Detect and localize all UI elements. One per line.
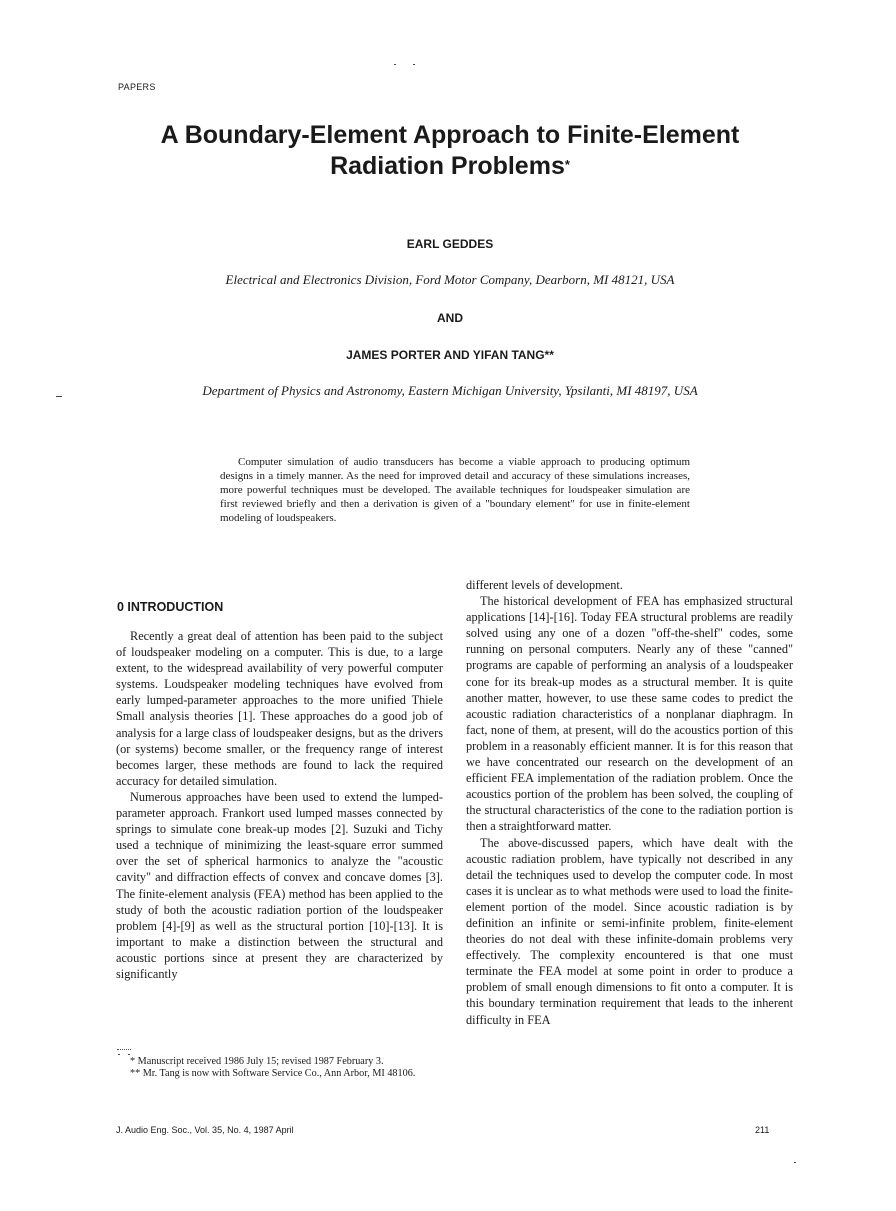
title-footnote-mark: *: [564, 157, 570, 172]
paper-title: [120, 120, 780, 182]
footnotes: [116, 1056, 442, 1080]
first-affiliation: Electrical and Electronics Division, Ford Motor Company, Dearborn, MI 48121, USA: [225, 272, 675, 287]
second-affiliation: Department of Physics and Astronomy, Eastern Michigan University, Ypsilanti, MI 48197, USA: [202, 383, 698, 398]
scan-speck: [128, 1054, 130, 1055]
paragraph: Recently a great deal of attention has been paid to the subject of loudspeaker modeling on a computer. This is due, to a large extent, to the widespread availability of very powerful computer systems. Loudspeaker modeling techniques have evolved from early lumped-parameter approaches to the more unified Thiele Small analysis theories [1]. These approaches do a good job of analysis for a large class of loudspeaker designs, but as the drivers (or systems) become smaller, or the frequency range of interest becomes larger, these methods are found to lack the required accuracy for detailed simulation.: [116, 629, 443, 788]
abstract: Computer simulation of audio transducers has become a viable approach to producing optimum designs in a timely manner. As the need for improved detail and accuracy of these simulations increases, more powerful techniques must be developed. The available techniques for loudspeaker simulation are first reviewed briefly and then a derivation is given of a "boundary element" for use in finite-element modeling of loudspeakers.: [220, 456, 690, 524]
section-label: PAPERS: [118, 82, 156, 92]
footnote-rule: [117, 1049, 131, 1050]
author-conjunction: AND: [437, 311, 463, 325]
paragraph: The historical development of FEA has emphasized structural applications [14]-[16]. Today FEA structural problems are readily solved using any one of a dozen "off-the-shelf" codes, some running on personal computers. Nearly any of these "canned" programs are capable of performing an analysis of a loudspeaker cone for its break-up modes as a structural member. It is quite another matter, however, to use these same codes to predict the acoustic radiation characteristics of a nonplanar diaphragm. In fact, none of them, at present, will do the acoustics portion of this problem in a reasonably efficient manner. It is for this reason that we have concentrated our research on the development of an efficient FEA implementation of the radiation problem. Once the acoustics portion of the problem has been solved, the coupling of the structural characteristics of the cone to the radiation portion is then a straightforward matter.: [466, 594, 793, 834]
second-authors: JAMES PORTER AND YIFAN TANG**: [346, 348, 554, 362]
title-line-2-text: Radiation Problems: [330, 152, 565, 180]
section-heading: 0 INTRODUCTION: [117, 600, 224, 614]
footnote: * Manuscript received 1986 July 15; revised 1987 February 3.: [130, 1056, 384, 1067]
scan-speck: [794, 1162, 796, 1163]
left-column: [116, 628, 443, 982]
scan-speck: [413, 64, 415, 65]
title-line-2: [120, 151, 780, 182]
right-column: [466, 577, 793, 1028]
journal-citation: J. Audio Eng. Soc., Vol. 35, No. 4, 1987 April: [116, 1125, 294, 1135]
page-number: 211: [755, 1125, 770, 1135]
footnote: ** Mr. Tang is now with Software Service Co., Ann Arbor, MI 48106.: [130, 1068, 416, 1079]
paragraph: The above-discussed papers, which have dealt with the acoustic radiation problem, have typically not described in any detail the techniques used to develop the computer code. In most cases it is unclear as to what methods were used to load the finite-element portion of the model. Since acoustic radiation is by definition an infinite or semi-infinite problem, finite-element theories do not deal with these infinite-domain problems very effectively. The complexity encountered is that one must terminate the FEA model at some point in order to produce a problem of small enough dimensions to fit onto a computer. It is this boundary termination requirement that leads to the inherent difficulty in FEA: [466, 835, 793, 1027]
scan-speck: [56, 396, 62, 397]
paragraph: different levels of development.: [466, 578, 623, 592]
scan-speck: [394, 64, 396, 65]
title-line-1: A Boundary-Element Approach to Finite-Element: [160, 121, 740, 149]
paragraph: Numerous approaches have been used to extend the lumped-parameter approach. Frankort used lumped masses connected by springs to simulate cone break-up modes [2]. Suzuki and Tichy used a technique of minimizing the least-square error summed over the set of spherical harmonics to analyze the "acoustic cavity" and diffraction effects of convex and concave domes [3]. The finite-element analysis (FEA) method has been applied to the study of both the acoustic radiation portion of the loudspeaker problem [4]-[9] as well as the structural portion [10]-[13]. It is important to make a distinction between the structural and acoustic portions since at present they are characterized by significantly: [116, 789, 443, 981]
scan-speck: [118, 1054, 120, 1055]
first-author: EARL GEDDES: [406, 237, 494, 251]
